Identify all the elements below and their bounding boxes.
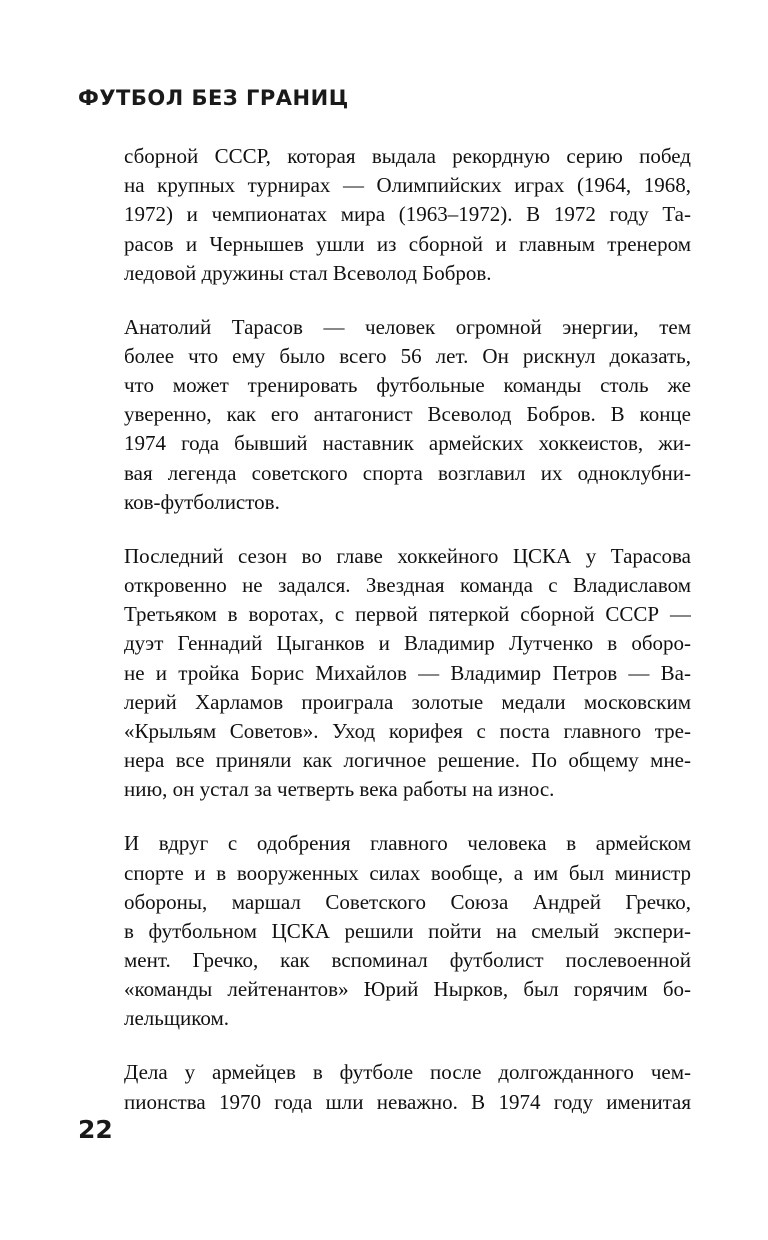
text-line: Анатолий Тарасов — человек огромной энергии, тем [124,314,691,339]
text-line: лельщиком. [124,1006,230,1031]
text-line: «Крыльям Советов». Уход корифея с поста главного тре- [124,718,691,743]
paragraph [124,313,691,517]
text-line: не и тройка Борис Михайлов — Владимир Петров — Ва- [124,660,691,685]
text-line: что может тренировать футбольные команды столь же [124,373,691,398]
paragraph [124,829,691,1033]
text-line: Последний сезон во главе хоккейного ЦСКА у Тарасова [124,543,691,568]
text-line: И вдруг с одобрения главного человека в армейском [124,831,691,856]
text-line: Дела у армейцев в футболе после долгожданного чем- [124,1060,691,1085]
page-number: 22 [78,1115,113,1144]
text-line: дуэт Геннадий Цыганков и Владимир Лутченко в оборо- [124,631,691,656]
paragraph [124,542,691,805]
text-line: более что ему было всего 56 лет. Он рискнул доказать, [124,343,691,368]
text-line: мент. Гречко, как вспоминал футболист послевоенной [124,948,691,973]
text-line: ков-футболистов. [124,489,280,514]
text-line: «команды лейтенантов» Юрий Нырков, был горячим бо- [124,977,691,1002]
text-line: обороны, маршал Советского Союза Андрей Гречко, [124,889,691,914]
text-line: откровенно не задался. Звездная команда с Владиславом [124,573,691,598]
text-line: спорте и в вооруженных силах вообще, а им был министр [124,860,691,885]
paragraph [124,142,691,288]
text-line: ледовой дружины стал Всеволод Бобров. [124,260,492,285]
text-line: на крупных турнирах — Олимпийских играх (1964, 1968, [124,173,691,198]
text-line: Третьяком в воротах, с первой пятеркой сборной СССР — [124,602,691,627]
text-line: пионства 1970 года шли неважно. В 1974 году именитая [124,1089,691,1114]
text-line: расов и Чернышев ушли из сборной и главным тренером [124,231,691,256]
text-line: в футбольном ЦСКА решили пойти на смелый экспери- [124,918,691,943]
running-title: ФУТБОЛ БЕЗ ГРАНИЦ [78,86,349,110]
text-line: нию, он устал за четверть века работы на износ. [124,777,555,802]
body-text [124,142,691,1142]
text-line: лерий Харламов проиграла золотые медали московским [124,689,691,714]
text-line: вая легенда советского спорта возглавил их одноклубни- [124,460,691,485]
text-line: нера все приняли как логичное решение. По общему мне- [124,748,691,773]
text-line: уверенно, как его антагонист Всеволод Бобров. В конце [124,402,691,427]
text-line: 1972) и чемпионатах мира (1963–1972). В 1972 году Та- [124,202,691,227]
text-line: сборной СССР, которая выдала рекордную серию побед [124,144,691,168]
paragraph [124,1058,691,1116]
text-line: 1974 года бывший наставник армейских хоккеистов, жи- [124,431,691,456]
